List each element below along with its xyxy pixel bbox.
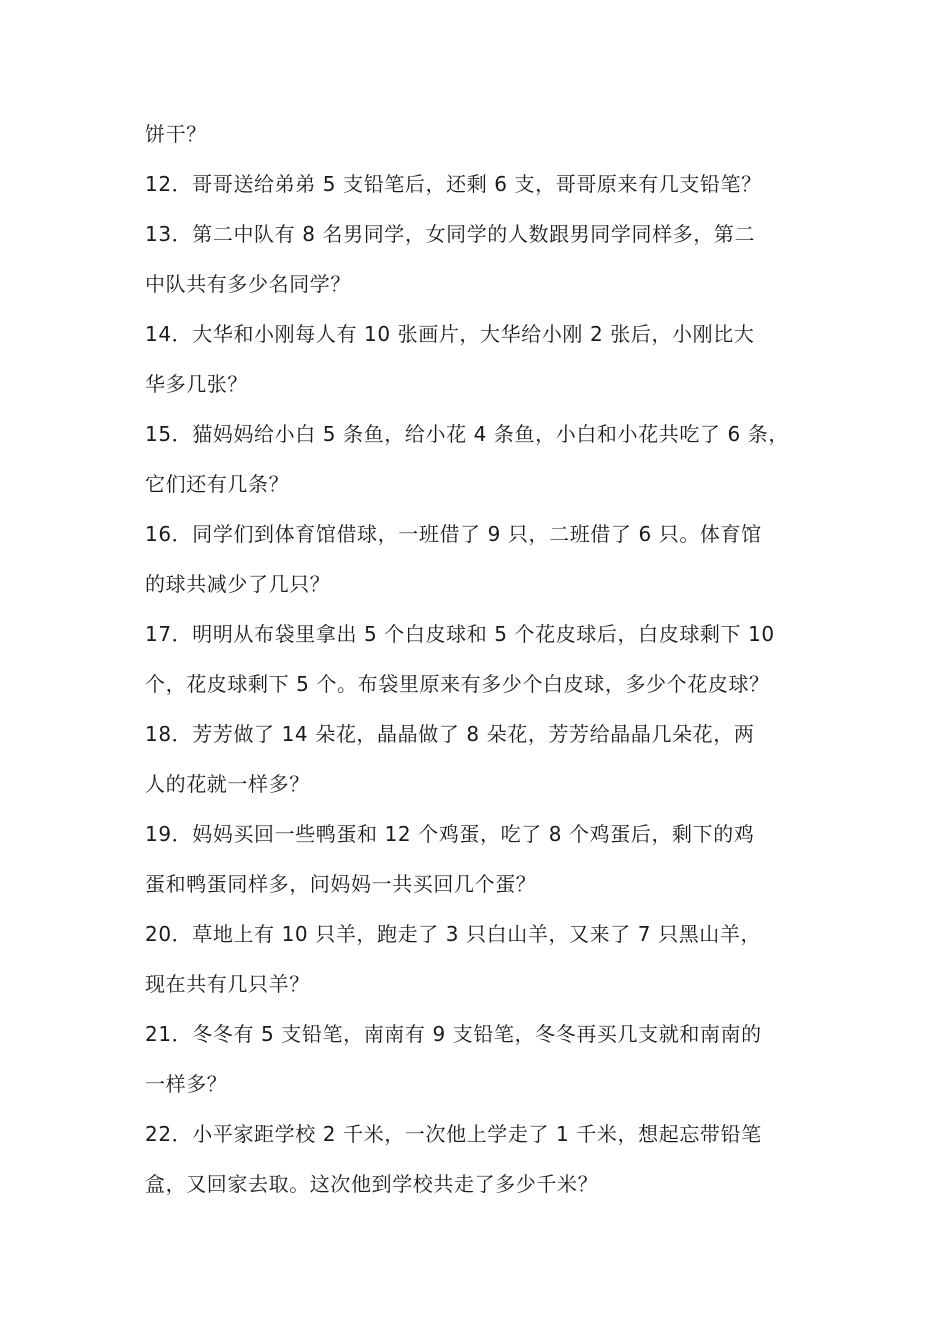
text-line-1: 饼干？ bbox=[145, 122, 207, 146]
text-line-6: 华多几张？ bbox=[145, 372, 248, 396]
text-line-7: 15．猫妈妈给小白 5 条鱼，给小花 4 条鱼，小白和小花共吃了 6 条， bbox=[145, 422, 789, 446]
text-line-12: 个，花皮球剩下 5 个。布袋里原来有多少个白皮球，多少个花皮球？ bbox=[145, 672, 770, 696]
text-line-19: 21．冬冬有 5 支铅笔，南南有 9 支铅笔，冬冬再买几支就和南南的 bbox=[145, 1022, 762, 1046]
text-line-20: 一样多？ bbox=[145, 1072, 228, 1096]
text-line-10: 的球共减少了几只？ bbox=[145, 572, 331, 596]
text-line-16: 蛋和鸭蛋同样多，问妈妈一共买回几个蛋？ bbox=[145, 872, 537, 896]
text-line-11: 17．明明从布袋里拿出 5 个白皮球和 5 个花皮球后，白皮球剩下 10 bbox=[145, 622, 775, 646]
text-line-21: 22．小平家距学校 2 千米，一次他上学走了 1 千米，想起忘带铅笔 bbox=[145, 1122, 762, 1146]
text-line-14: 人的花就一样多？ bbox=[145, 772, 310, 796]
text-line-5: 14．大华和小刚每人有 10 张画片，大华给小刚 2 张后，小刚比大 bbox=[145, 322, 755, 346]
text-line-9: 16．同学们到体育馆借球，一班借了 9 只，二班借了 6 只。体育馆 bbox=[145, 522, 762, 546]
text-line-15: 19．妈妈买回一些鸭蛋和 12 个鸡蛋，吃了 8 个鸡蛋后，剩下的鸡 bbox=[145, 822, 755, 846]
text-line-13: 18．芳芳做了 14 朵花，晶晶做了 8 朵花，芳芳给晶晶几朵花，两 bbox=[145, 722, 755, 746]
text-line-4: 中队共有多少名同学？ bbox=[145, 272, 351, 296]
text-line-18: 现在共有几只羊？ bbox=[145, 972, 310, 996]
text-line-2: 12．哥哥送给弟弟 5 支铅笔后，还剩 6 支，哥哥原来有几支铅笔？ bbox=[145, 172, 762, 196]
text-line-8: 它们还有几条？ bbox=[145, 472, 290, 496]
text-line-22: 盒，又回家去取。这次他到学校共走了多少千米？ bbox=[145, 1172, 599, 1196]
text-line-17: 20．草地上有 10 只羊，跑走了 3 只白山羊，又来了 7 只黑山羊， bbox=[145, 922, 762, 946]
text-line-3: 13．第二中队有 8 名男同学，女同学的人数跟男同学同样多，第二 bbox=[145, 222, 756, 246]
